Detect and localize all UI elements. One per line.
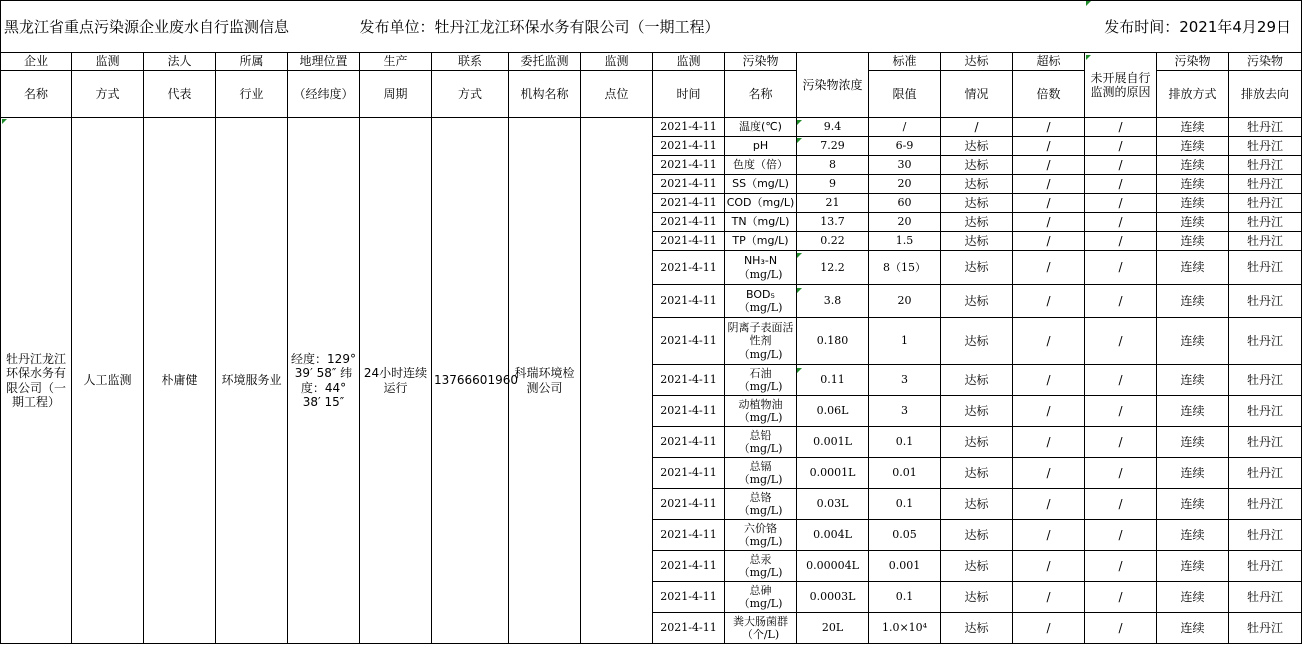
monitor-method[interactable]: 人工监测	[72, 118, 144, 644]
pollutant-label: TP（mg/L)	[732, 234, 789, 248]
header-cell-bottom[interactable]: 排放方式	[1157, 71, 1229, 118]
comment-marker	[1086, 1, 1091, 6]
discharge-mode[interactable]: 连续	[1157, 613, 1229, 644]
compliance-status[interactable]: /	[941, 118, 1013, 137]
discharge-destination[interactable]: 牡丹江	[1229, 232, 1302, 251]
concentration-value[interactable]: 9	[797, 175, 869, 194]
concentration-value[interactable]: 0.180	[797, 318, 869, 365]
pollutant-unit: （mg/L)	[738, 411, 783, 424]
geo-location[interactable]: 经度：129° 39′ 58″ 纬度：44° 38′ 15″	[288, 118, 360, 644]
pollutant-label: SS（mg/L)	[732, 177, 789, 191]
header-cell-top[interactable]: 生产	[360, 53, 432, 71]
discharge-destination[interactable]: 牡丹江	[1229, 427, 1302, 458]
header-cell-top[interactable]: 所属	[216, 53, 288, 71]
standard-limit[interactable]: 0.1	[869, 427, 941, 458]
exceed-multiple[interactable]: /	[1013, 175, 1085, 194]
compliance-status[interactable]: 达标	[941, 175, 1013, 194]
header-cell-bottom[interactable]: 代表	[144, 71, 216, 118]
standard-limit[interactable]: 0.1	[869, 582, 941, 613]
discharge-destination[interactable]: 牡丹江	[1229, 613, 1302, 644]
monitor-date[interactable]: 2021-4-11	[653, 551, 725, 582]
compliance-status[interactable]: 达标	[941, 232, 1013, 251]
exceed-multiple[interactable]: /	[1013, 156, 1085, 175]
compliance-status[interactable]: 达标	[941, 396, 1013, 427]
blank-cell[interactable]	[869, 1, 941, 53]
concentration-value[interactable]: 20L	[797, 613, 869, 644]
pollutant-unit: （mg/L)	[738, 442, 783, 455]
pollutant-label: 阴离子表面活性剂	[727, 321, 794, 348]
no-monitor-reason[interactable]: /	[1085, 175, 1157, 194]
standard-limit[interactable]: 0.001	[869, 551, 941, 582]
exceed-multiple[interactable]: /	[1013, 285, 1085, 318]
discharge-mode[interactable]: 连续	[1157, 118, 1229, 137]
enterprise-name[interactable]: 牡丹江龙江环保水务有限公司（一期工程）	[1, 118, 72, 644]
concentration-value[interactable]: 0.004L	[797, 520, 869, 551]
no-monitor-reason[interactable]: /	[1085, 427, 1157, 458]
header-cell-bottom[interactable]: 方式	[72, 71, 144, 118]
standard-limit[interactable]: 1	[869, 318, 941, 365]
concentration-value[interactable]: 3.8	[797, 285, 869, 318]
discharge-mode[interactable]: 连续	[1157, 365, 1229, 396]
report-title[interactable]: 黑龙江省重点污染源企业废水自行监测信息	[1, 1, 360, 53]
pollutant-name[interactable]	[725, 582, 797, 613]
compliance-status[interactable]: 达标	[941, 551, 1013, 582]
concentration-value[interactable]: 13.7	[797, 213, 869, 232]
exceed-multiple[interactable]: /	[1013, 251, 1085, 285]
discharge-mode[interactable]: 连续	[1157, 285, 1229, 318]
pollutant-unit: （mg/L)	[738, 566, 783, 579]
pollutant-label: 六价铬	[744, 521, 777, 535]
discharge-mode[interactable]: 连续	[1157, 137, 1229, 156]
monitoring-point[interactable]	[581, 118, 653, 644]
pollutant-name[interactable]	[725, 365, 797, 396]
concentration-value[interactable]: 0.03L	[797, 489, 869, 520]
exceed-multiple[interactable]: /	[1013, 137, 1085, 156]
discharge-mode[interactable]: 连续	[1157, 427, 1229, 458]
pollutant-label: 色度（倍）	[733, 158, 788, 172]
exceed-multiple[interactable]: /	[1013, 458, 1085, 489]
discharge-destination[interactable]: 牡丹江	[1229, 520, 1302, 551]
monitor-date[interactable]: 2021-4-11	[653, 458, 725, 489]
concentration-value[interactable]: 0.11	[797, 365, 869, 396]
pollutant-name[interactable]	[725, 489, 797, 520]
compliance-status[interactable]: 达标	[941, 137, 1013, 156]
comment-marker	[2, 119, 7, 124]
pollutant-unit: （mg/L)	[738, 504, 783, 517]
pollutant-unit: （mg/L)	[738, 301, 783, 314]
concentration-value[interactable]: 0.0003L	[797, 582, 869, 613]
standard-limit[interactable]: 8（15）	[869, 251, 941, 285]
title-row	[1, 1, 1302, 53]
exceed-multiple[interactable]: /	[1013, 551, 1085, 582]
compliance-status[interactable]: 达标	[941, 489, 1013, 520]
standard-limit[interactable]: 3	[869, 396, 941, 427]
pollutant-name[interactable]	[725, 213, 797, 232]
publisher-unit[interactable]: 发布单位：牡丹江龙江环保水务有限公司（一期工程）	[360, 1, 797, 53]
standard-limit[interactable]: 30	[869, 156, 941, 175]
monitor-date[interactable]: 2021-4-11	[653, 582, 725, 613]
no-monitor-reason[interactable]: /	[1085, 285, 1157, 318]
header-cell-bottom[interactable]: 时间	[653, 71, 725, 118]
pollutant-label: TN（mg/L)	[731, 215, 790, 229]
header-concentration[interactable]: 污染物浓度	[797, 53, 869, 118]
no-monitor-reason[interactable]: /	[1085, 137, 1157, 156]
header-cell-bottom[interactable]: 方式	[432, 71, 509, 118]
no-monitor-reason[interactable]: /	[1085, 232, 1157, 251]
monitor-date[interactable]: 2021-4-11	[653, 156, 725, 175]
exceed-multiple[interactable]: /	[1013, 232, 1085, 251]
pollutant-name[interactable]	[725, 251, 797, 285]
discharge-destination[interactable]: 牡丹江	[1229, 396, 1302, 427]
compliance-status[interactable]: 达标	[941, 318, 1013, 365]
header-cell-bottom[interactable]: 名称	[725, 71, 797, 118]
pollutant-unit: （mg/L)	[738, 473, 783, 486]
pollutant-label: 总铅	[749, 428, 772, 442]
monitor-date[interactable]: 2021-4-11	[653, 285, 725, 318]
discharge-destination[interactable]: 牡丹江	[1229, 489, 1302, 520]
standard-limit[interactable]: /	[869, 118, 941, 137]
discharge-mode[interactable]: 连续	[1157, 458, 1229, 489]
header-cell-top[interactable]: 企业	[1, 53, 72, 71]
standard-limit[interactable]: 3	[869, 365, 941, 396]
standard-limit[interactable]: 0.05	[869, 520, 941, 551]
exceed-multiple[interactable]: /	[1013, 318, 1085, 365]
comment-marker	[797, 253, 802, 258]
no-monitor-reason[interactable]: /	[1085, 551, 1157, 582]
pollutant-label: pH	[752, 139, 769, 153]
monitor-date[interactable]: 2021-4-11	[653, 137, 725, 156]
no-monitor-reason[interactable]: /	[1085, 213, 1157, 232]
pollutant-label: NH₃-N	[743, 254, 778, 268]
discharge-mode[interactable]: 连续	[1157, 232, 1229, 251]
header-cell-top[interactable]: 委托监测	[509, 53, 581, 71]
comment-marker	[1086, 55, 1091, 60]
header-cell-top[interactable]: 监测	[653, 53, 725, 71]
monitor-date[interactable]: 2021-4-11	[653, 194, 725, 213]
discharge-destination[interactable]: 牡丹江	[1229, 118, 1302, 137]
no-monitor-reason[interactable]: /	[1085, 582, 1157, 613]
pollutant-label: COD（mg/L)	[726, 196, 795, 210]
discharge-destination[interactable]: 牡丹江	[1229, 582, 1302, 613]
discharge-mode[interactable]: 连续	[1157, 175, 1229, 194]
comment-marker	[797, 288, 802, 293]
concentration-value[interactable]: 0.0001L	[797, 458, 869, 489]
pollutant-label: 总汞	[749, 552, 772, 566]
exceed-multiple[interactable]: /	[1013, 582, 1085, 613]
concentration-value[interactable]: 7.29	[797, 137, 869, 156]
pollutant-name[interactable]	[725, 137, 797, 156]
no-monitor-reason[interactable]: /	[1085, 194, 1157, 213]
discharge-destination[interactable]: 牡丹江	[1229, 285, 1302, 318]
header-cell-top[interactable]: 污染物	[1229, 53, 1302, 71]
discharge-mode[interactable]: 连续	[1157, 551, 1229, 582]
header-cell-bottom[interactable]: 机构名称	[509, 71, 581, 118]
discharge-destination[interactable]: 牡丹江	[1229, 551, 1302, 582]
monitor-date[interactable]: 2021-4-11	[653, 613, 725, 644]
monitor-date[interactable]: 2021-4-11	[653, 520, 725, 551]
header-cell-top[interactable]: 污染物	[725, 53, 797, 71]
header-cell-top[interactable]: 超标	[1013, 53, 1085, 71]
concentration-value[interactable]: 8	[797, 156, 869, 175]
standard-limit[interactable]: 20	[869, 175, 941, 194]
monitor-date[interactable]: 2021-4-11	[653, 365, 725, 396]
header-cell-top[interactable]: 监测	[581, 53, 653, 71]
compliance-status[interactable]: 达标	[941, 251, 1013, 285]
pollutant-label: BOD₅	[746, 287, 775, 301]
header-cell-bottom[interactable]: 限值	[869, 71, 941, 118]
standard-limit[interactable]: 0.1	[869, 489, 941, 520]
header-cell-bottom[interactable]: 周期	[360, 71, 432, 118]
exceed-multiple[interactable]: /	[1013, 520, 1085, 551]
header-cell-bottom[interactable]: 倍数	[1013, 71, 1085, 118]
discharge-destination[interactable]: 牡丹江	[1229, 213, 1302, 232]
exceed-multiple[interactable]: /	[1013, 396, 1085, 427]
comment-marker	[797, 120, 802, 125]
monitor-date[interactable]: 2021-4-11	[653, 489, 725, 520]
pollutant-name[interactable]	[725, 232, 797, 251]
standard-limit[interactable]: 1.0×10⁴	[869, 613, 941, 644]
pollutant-label: 总砷	[749, 583, 772, 597]
discharge-mode[interactable]: 连续	[1157, 156, 1229, 175]
exceed-multiple[interactable]: /	[1013, 613, 1085, 644]
pollutant-name[interactable]	[725, 613, 797, 644]
blank-cell[interactable]	[797, 1, 869, 53]
no-monitor-reason[interactable]: /	[1085, 458, 1157, 489]
concentration-value[interactable]: 0.06L	[797, 396, 869, 427]
header-cell-bottom[interactable]: 情况	[941, 71, 1013, 118]
discharge-mode[interactable]: 连续	[1157, 251, 1229, 285]
monitor-date[interactable]: 2021-4-11	[653, 213, 725, 232]
compliance-status[interactable]: 达标	[941, 520, 1013, 551]
pollutant-unit: （mg/L)	[738, 535, 783, 548]
comment-marker	[797, 138, 802, 143]
exceed-multiple[interactable]: /	[1013, 427, 1085, 458]
header-cell-top[interactable]: 地理位置	[288, 53, 360, 71]
no-monitor-reason[interactable]: /	[1085, 520, 1157, 551]
no-monitor-reason[interactable]: /	[1085, 156, 1157, 175]
monitor-date[interactable]: 2021-4-11	[653, 318, 725, 365]
header-cell-bottom[interactable]: （经纬度）	[288, 71, 360, 118]
exceed-multiple[interactable]: /	[1013, 118, 1085, 137]
table-row	[1, 118, 1302, 137]
pollutant-name[interactable]	[725, 156, 797, 175]
header-cell-bottom[interactable]: 排放去向	[1229, 71, 1302, 118]
pollutant-label: 粪大肠菌群	[733, 614, 788, 628]
concentration-value[interactable]: 0.00004L	[797, 551, 869, 582]
standard-limit[interactable]: 60	[869, 194, 941, 213]
pollutant-name[interactable]	[725, 520, 797, 551]
header-cell-top[interactable]: 污染物	[1157, 53, 1229, 71]
compliance-status[interactable]: 达标	[941, 613, 1013, 644]
header-cell-bottom[interactable]: 行业	[216, 71, 288, 118]
discharge-destination[interactable]: 牡丹江	[1229, 365, 1302, 396]
discharge-destination[interactable]: 牡丹江	[1229, 194, 1302, 213]
pollutant-unit: （mg/L)	[738, 380, 783, 393]
discharge-destination[interactable]: 牡丹江	[1229, 156, 1302, 175]
monitoring-agency[interactable]: 科瑞环境检测公司	[509, 118, 581, 644]
pollutant-name[interactable]	[725, 396, 797, 427]
standard-limit[interactable]: 20	[869, 285, 941, 318]
exceed-multiple[interactable]: /	[1013, 213, 1085, 232]
header-cell-top[interactable]: 法人	[144, 53, 216, 71]
discharge-destination[interactable]: 牡丹江	[1229, 251, 1302, 285]
comment-marker	[797, 368, 802, 373]
header-cell-top[interactable]: 监测	[72, 53, 144, 71]
standard-limit[interactable]: 20	[869, 213, 941, 232]
blank-cell[interactable]	[1013, 1, 1085, 53]
discharge-mode[interactable]: 连续	[1157, 489, 1229, 520]
discharge-mode[interactable]: 连续	[1157, 582, 1229, 613]
discharge-mode[interactable]: 连续	[1157, 194, 1229, 213]
contact-phone[interactable]: 13766601960	[432, 118, 509, 644]
no-monitor-reason[interactable]: /	[1085, 318, 1157, 365]
pollutant-label: 温度(℃)	[739, 120, 782, 134]
pollutant-name[interactable]	[725, 118, 797, 137]
pollutant-label: 总铬	[749, 490, 772, 504]
monitor-date[interactable]: 2021-4-11	[653, 175, 725, 194]
pollutant-name[interactable]	[725, 427, 797, 458]
monitor-date[interactable]: 2021-4-11	[653, 251, 725, 285]
header-cell-top[interactable]: 标准	[869, 53, 941, 71]
monitor-date[interactable]: 2021-4-11	[653, 118, 725, 137]
pollutant-name[interactable]	[725, 285, 797, 318]
publish-time[interactable]: 发布时间：2021年4月29日	[1085, 1, 1302, 53]
compliance-status[interactable]: 达标	[941, 582, 1013, 613]
compliance-status[interactable]: 达标	[941, 156, 1013, 175]
discharge-destination[interactable]: 牡丹江	[1229, 458, 1302, 489]
header-cell-top[interactable]: 达标	[941, 53, 1013, 71]
concentration-value[interactable]: 12.2	[797, 251, 869, 285]
pollutant-unit: （mg/L)	[738, 347, 783, 361]
pollutant-unit: （个/L)	[741, 628, 780, 641]
pollutant-name[interactable]	[725, 175, 797, 194]
header-no-monitor-reason[interactable]: 未开展自行监测的原因	[1085, 53, 1157, 118]
compliance-status[interactable]: 达标	[941, 213, 1013, 232]
standard-limit[interactable]: 1.5	[869, 232, 941, 251]
pollutant-unit: （mg/L)	[738, 267, 783, 281]
standard-limit[interactable]: 0.01	[869, 458, 941, 489]
discharge-destination[interactable]: 牡丹江	[1229, 318, 1302, 365]
monitor-date[interactable]: 2021-4-11	[653, 427, 725, 458]
no-monitor-reason[interactable]: /	[1085, 251, 1157, 285]
compliance-status[interactable]: 达标	[941, 365, 1013, 396]
discharge-mode[interactable]: 连续	[1157, 396, 1229, 427]
discharge-destination[interactable]: 牡丹江	[1229, 175, 1302, 194]
production-cycle[interactable]: 24小时连续运行	[360, 118, 432, 644]
no-monitor-reason[interactable]: /	[1085, 118, 1157, 137]
discharge-mode[interactable]: 连续	[1157, 318, 1229, 365]
pollutant-name[interactable]	[725, 551, 797, 582]
compliance-status[interactable]: 达标	[941, 285, 1013, 318]
concentration-value[interactable]: 21	[797, 194, 869, 213]
no-monitor-reason[interactable]: /	[1085, 396, 1157, 427]
monitor-date[interactable]: 2021-4-11	[653, 396, 725, 427]
no-monitor-reason[interactable]: /	[1085, 613, 1157, 644]
pollutant-label: 总镉	[749, 459, 772, 473]
pollutant-name[interactable]	[725, 458, 797, 489]
concentration-value[interactable]: 9.4	[797, 118, 869, 137]
header-row-1	[1, 53, 1302, 71]
compliance-status[interactable]: 达标	[941, 194, 1013, 213]
pollutant-label: 石油	[749, 366, 772, 380]
pollutant-label: 动植物油	[738, 397, 783, 411]
discharge-destination[interactable]: 牡丹江	[1229, 137, 1302, 156]
legal-representative[interactable]: 朴庸健	[144, 118, 216, 644]
header-cell-bottom[interactable]: 点位	[581, 71, 653, 118]
industry[interactable]: 环境服务业	[216, 118, 288, 644]
exceed-multiple[interactable]: /	[1013, 489, 1085, 520]
standard-limit[interactable]: 6-9	[869, 137, 941, 156]
no-monitor-reason[interactable]: /	[1085, 365, 1157, 396]
discharge-mode[interactable]: 连续	[1157, 213, 1229, 232]
no-monitor-reason[interactable]: /	[1085, 489, 1157, 520]
header-cell-top[interactable]: 联系	[432, 53, 509, 71]
pollutant-unit: （mg/L)	[738, 597, 783, 610]
compliance-status[interactable]: 达标	[941, 458, 1013, 489]
header-cell-bottom[interactable]: 名称	[1, 71, 72, 118]
pollutant-name[interactable]	[725, 194, 797, 213]
concentration-value[interactable]: 0.001L	[797, 427, 869, 458]
exceed-multiple[interactable]: /	[1013, 194, 1085, 213]
exceed-multiple[interactable]: /	[1013, 365, 1085, 396]
blank-cell[interactable]	[941, 1, 1013, 53]
compliance-status[interactable]: 达标	[941, 427, 1013, 458]
pollutant-name[interactable]	[725, 318, 797, 365]
monitor-date[interactable]: 2021-4-11	[653, 232, 725, 251]
discharge-mode[interactable]: 连续	[1157, 520, 1229, 551]
concentration-value[interactable]: 0.22	[797, 232, 869, 251]
